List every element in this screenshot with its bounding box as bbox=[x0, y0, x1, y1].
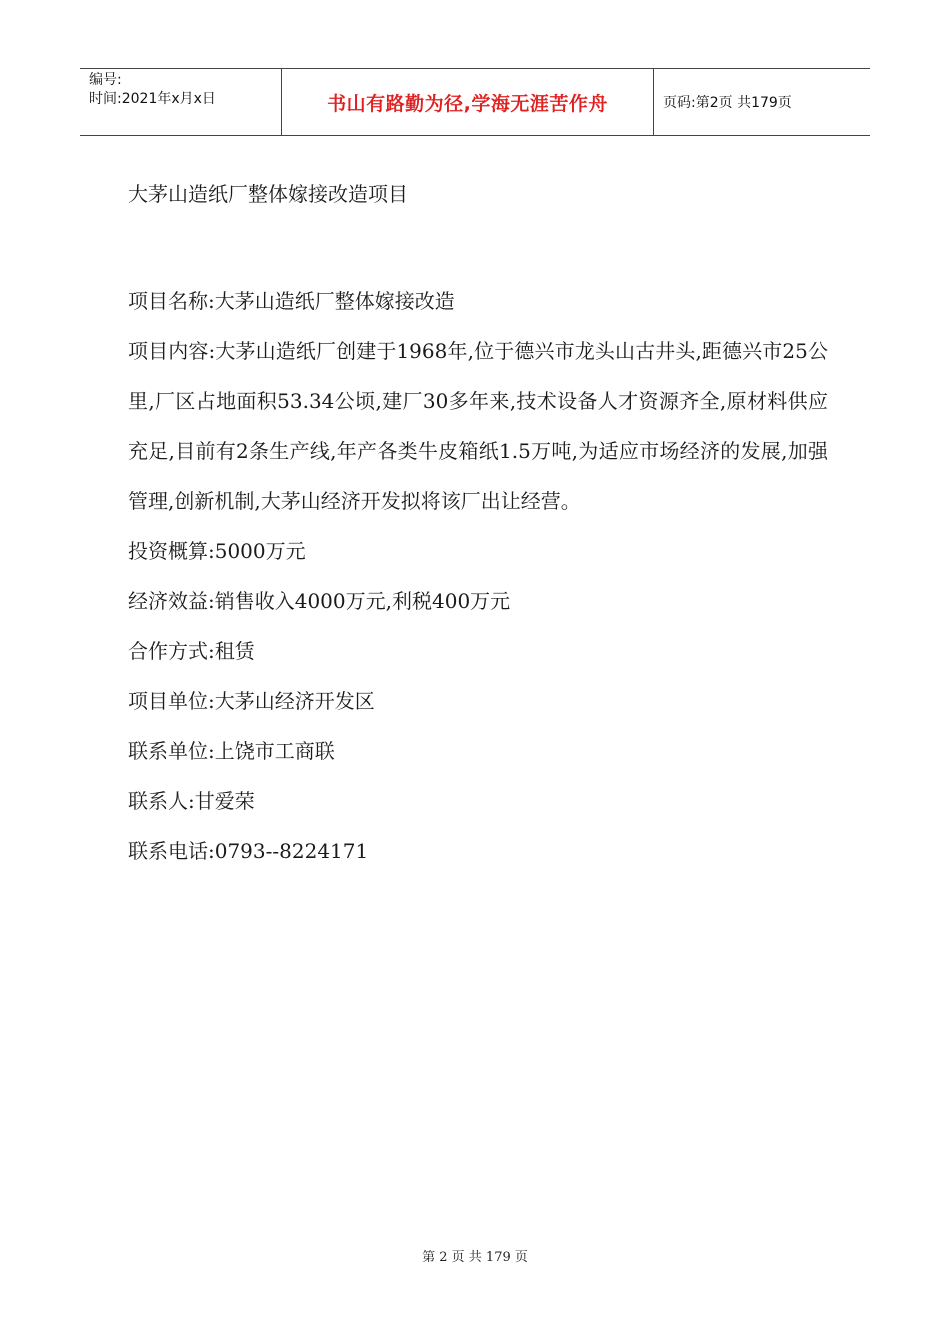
project-name: 项目名称:大茅山造纸厂整体嫁接改造 bbox=[128, 289, 455, 313]
contact-phone: 联系电话:0793--8224171 bbox=[128, 839, 369, 863]
header-page-info: 页码:第2页 共179页 bbox=[663, 95, 792, 111]
investment-estimate: 投资概算:5000万元 bbox=[128, 539, 306, 563]
contact-person: 联系人:甘爱荣 bbox=[128, 789, 255, 813]
header-meta bbox=[80, 69, 281, 135]
document-body bbox=[128, 276, 828, 876]
document-title: 大茅山造纸厂整体嫁接改造项目 bbox=[128, 182, 408, 206]
project-unit: 项目单位:大茅山经济开发区 bbox=[128, 689, 375, 713]
header-motto: 书山有路勤为径,学海无涯苦作舟 bbox=[281, 69, 654, 135]
time-label: 时间:2021年x月x日 bbox=[89, 91, 216, 107]
number-label: 编号: bbox=[89, 72, 122, 88]
contact-unit: 联系单位:上饶市工商联 bbox=[128, 739, 335, 763]
header-table bbox=[80, 68, 870, 136]
economic-benefit: 经济效益:销售收入4000万元,利税400万元 bbox=[128, 589, 511, 613]
cooperation-mode: 合作方式:租赁 bbox=[128, 639, 255, 663]
project-content: 项目内容:大茅山造纸厂创建于1968年,位于德兴市龙头山古井头,距德兴市25公里,厂区占地面积53.34公顷,建厂30多年来,技术设备人才资源齐全,原材料供应充足,目前有2条生产线,年产各类牛皮箱纸1.5万吨,为适应市场经济的发展,加强管理,创新机制,大茅山经济开发拟将该厂出让经营。 bbox=[128, 339, 828, 513]
page-footer: 第 2 页 共 179 页 bbox=[422, 1250, 528, 1265]
